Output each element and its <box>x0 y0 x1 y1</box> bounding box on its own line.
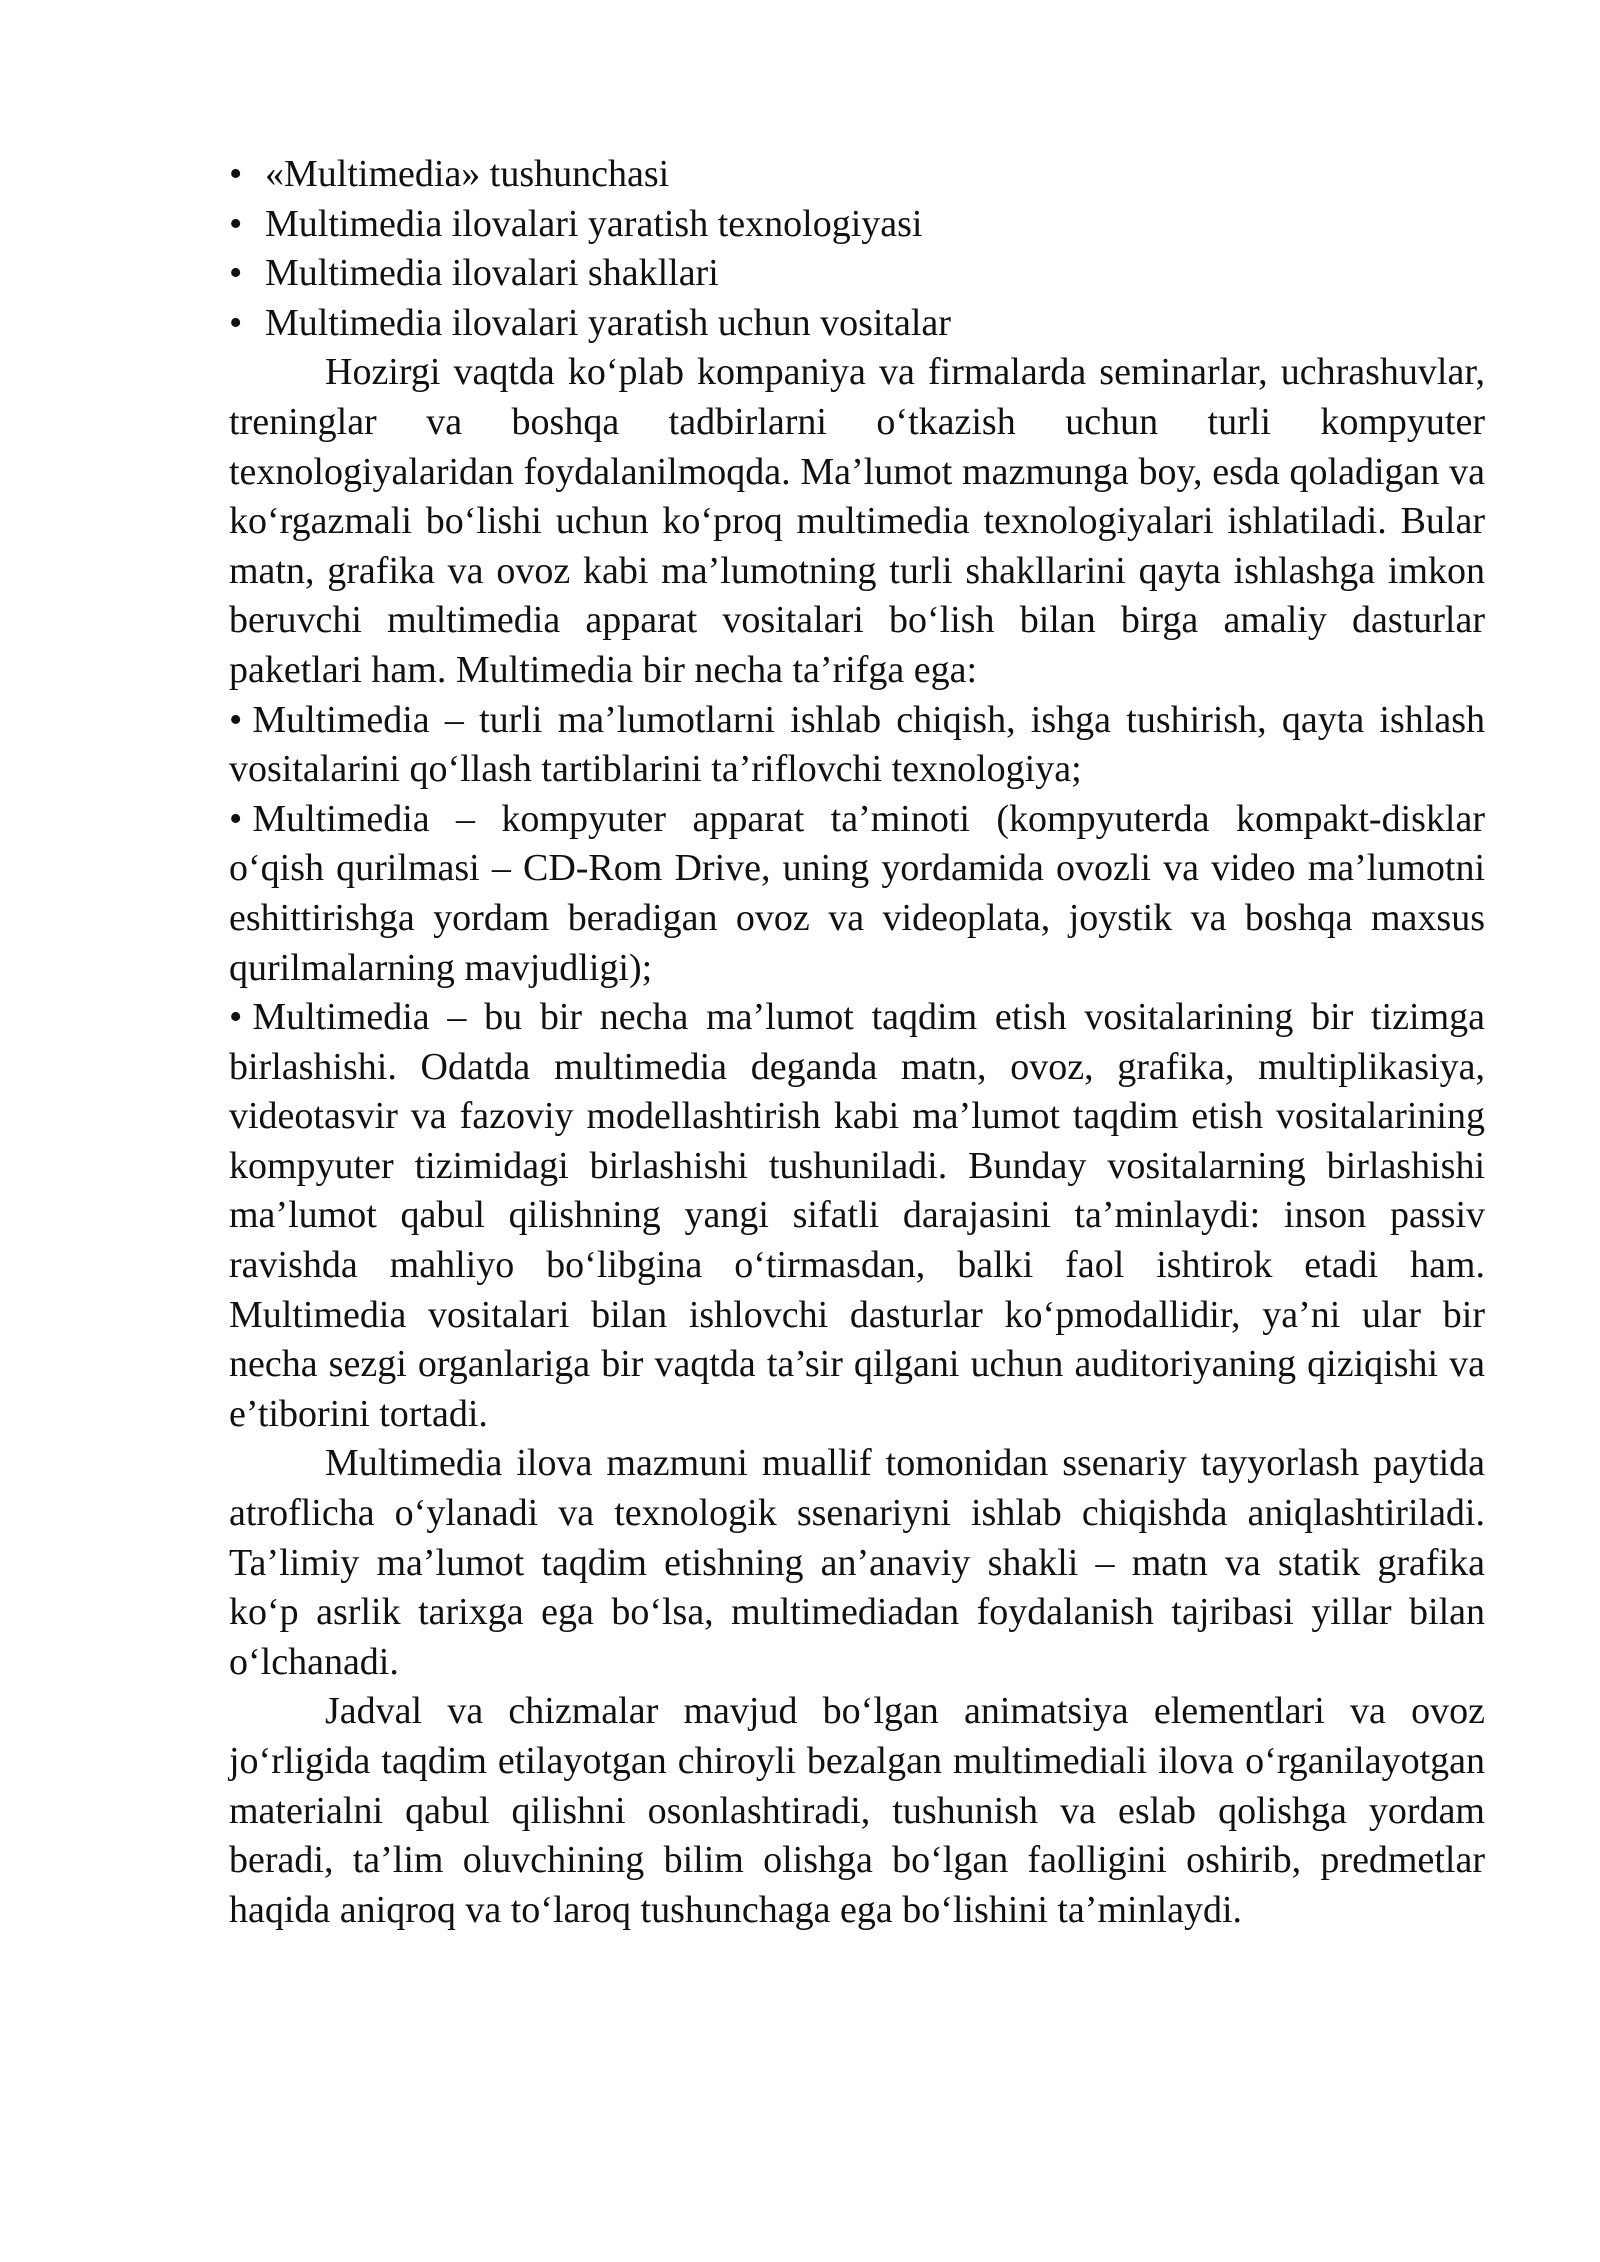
bullet-symbol: • <box>229 996 243 1039</box>
topic-list <box>229 150 1485 348</box>
paragraph-2: Multimedia ilova mazmuni muallif tomonidan ssenariy tayyorlash paytida atroflicha o‘ylanadi va texnologik ssenariyni ishlab chiqishda aniqlashtiriladi. Ta’limiy ma’lumot taqdim etishning an’anaviy shakli – matn va statik grafika ko‘p asrlik tarixga ega bo‘lsa, multimediadan foydalanish tajribasi yillar bilan o‘lchanadi. <box>229 1442 1485 1683</box>
definition-text-3: Multimedia – bu bir necha ma’lumot taqdim etish vositalarining bir tizimga birlashishi. Odatda multimedia deganda matn, ovoz, grafika, multiplikasiya, videotasvir va fazoviy modellashtirish kabi ma’lumot taqdim etish vositalarining kompyuter tizimidagi birlashishi tushuniladi. Bunday vositalarning birlashishi ma’lumot qabul qilishning yangi sifatli darajasini ta’minlaydi: inson passiv ravishda mahliyo bo‘libgina o‘tirmasdan, balki faol ishtirok etadi ham. Multimedia vositalari bilan ishlovchi dasturlar ko‘pmodallidir, ya’ni ular bir necha sezgi organlariga bir vaqtda ta’sir qilgani uchun auditoriyaning qiziqishi va e’tiborini tortadi. <box>229 996 1485 1435</box>
bullet-symbol: • <box>229 698 243 741</box>
document-page <box>229 150 1485 1935</box>
definition-item-3 <box>229 993 1485 1439</box>
definition-item-1 <box>229 696 1485 795</box>
definition-text-1: Multimedia – turli ma’lumotlarni ishlab chiqish, ishga tushirish, qayta ishlash vositalarini qo‘llash tartiblarini ta’riflovchi texnologiya; <box>229 698 1485 791</box>
definition-item-2 <box>229 795 1485 993</box>
topic-item-1: • «Multimedia» tushunchasi <box>229 150 1485 200</box>
bullet-symbol: • <box>229 797 243 840</box>
topic-item-3: • Multimedia ilovalari shakllari <box>229 249 1485 299</box>
definition-text-2: Multimedia – kompyuter apparat ta’minoti (kompyuterda kompakt-disklar o‘qish qurilmasi – CD-Rom Drive, uning yordamida ovozli va video ma’lumotni eshittirishga yordam beradigan ovoz va videoplata, joystik va boshqa maxsus qurilmalarning mavjudligi); <box>229 797 1485 989</box>
topic-item-2: • Multimedia ilovalari yaratish texnologiyasi <box>229 200 1485 250</box>
paragraph-3: Jadval va chizmalar mavjud bo‘lgan animatsiya elementlari va ovoz jo‘rligida taqdim etilayotgan chiroyli bezalgan multimediali ilova o‘rganilayotgan materialni qabul qilishni osonlashtiradi, tushunish va eslab qolishga yordam beradi, ta’lim oluvchining bilim olishga bo‘lgan faolligini oshirib, predmetlar haqida aniqroq va to‘laroq tushunchaga ega bo‘lishini ta’minlaydi. <box>229 1690 1485 1931</box>
intro-paragraph: Hozirgi vaqtda ko‘plab kompaniya va firmalarda seminarlar, uchrashuvlar, treninglar va boshqa tadbirlarni o‘tkazish uchun turli kompyuter texnologiyalaridan foydalanilmoqda. Ma’lumot mazmunga boy, esda qoladigan va ko‘rgazmali bo‘lishi uchun ko‘proq multimedia texnologiyalari ishlatiladi. Bular matn, grafika va ovoz kabi ma’lumotning turli shakllarini qayta ishlashga imkon beruvchi multimedia apparat vositalari bo‘lish bilan birga amaliy dasturlar paketlari ham. Multimedia bir necha ta’rifga ega: <box>229 351 1485 691</box>
topic-item-4: • Multimedia ilovalari yaratish uchun vositalar <box>229 299 1485 349</box>
